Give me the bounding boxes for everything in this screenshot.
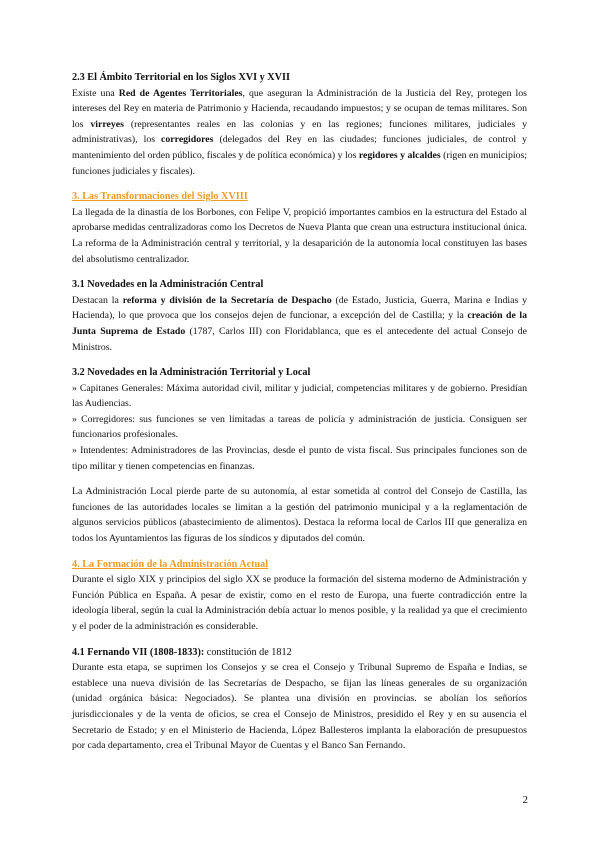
section-4-1: [72, 645, 527, 754]
text-run: (de Estado, Justicia, Guerra, Marina e Indias y Hacienda), lo que provoca que los consejos dejen de funcionar, a excepción del de Castilla; y la: [72, 294, 528, 322]
bold-run: virreyes: [90, 118, 124, 130]
paragraph-3: La llegada de la dinastía de los Borbones, con Felipe V, propició importantes cambios en la estructura del Estado al aprobarse medidas centralizadoras como los Decretos de Nueva Planta que crean una estructura institucional única. La reforma de la Administración central y territorial, y la desaparición de la autonomía local constituyen las bases del absolutismo centralizador.: [72, 206, 527, 265]
bold-run: regidores y alcaldes: [358, 149, 441, 161]
list-item-corregidores: » Corregidores: sus funciones se ven limitadas a tareas de policía y administración de justicia. Consiguen ser funcionarios profesionales.: [72, 413, 527, 441]
heading-4-1-rest: constitución de 1812: [204, 646, 292, 658]
heading-4-1-bold: 4.1 Fernando VII (1808-1833):: [72, 646, 205, 658]
paragraph-2-3: [72, 86, 527, 180]
text-run: (1787, Carlos III) con Floridablanca, que es el antecedente del actual Consejo de Ministros.: [72, 325, 527, 353]
paragraph-3-1: [72, 293, 527, 355]
text-run: Existe una: [72, 87, 119, 99]
heading-3-1: 3.1 Novedades en la Administración Central: [72, 279, 264, 291]
list-item-capitanes: » Capitanes Generales: Máxima autoridad civil, militar y judicial, competencias militares y de gobierno. Presidían las Audiencias.: [72, 382, 527, 410]
page-number: 2: [522, 794, 528, 806]
section-4: [72, 557, 527, 635]
section-3: [72, 189, 527, 267]
heading-3[interactable]: 3. Las Transformaciones del Siglo XVIII: [72, 191, 248, 203]
heading-3-2: 3.2 Novedades en la Administración Territorial y Local: [72, 367, 311, 379]
heading-4[interactable]: 4. La Formación de la Administración Actual: [72, 558, 269, 570]
section-3-1: [72, 277, 527, 355]
text-run: , que aseguran la Administración de la Justicia del Rey, protegen los intereses del Rey en materia de Patrimonio y Hacienda, recaudando impuestos; y se ocupan de temas militares. Son los: [72, 87, 527, 130]
paragraph-4-1: Durante esta etapa, se suprimen los Consejos y se crea el Consejo y Tribunal Supremo de España e Indias, se establece una nueva división de las Secretarías de Despacho, se fijan las líneas generales de su organización (unidad orgánica básica: Negociados). Se plantea una división en provincias. se abolían los señoríos jurisdiccionales y de la venta de oficios, se crea el Consejo de Ministros, presidido el Rey y en su ausencia el Secretario de Estado; y en el Ministerio de Hacienda, López Ballesteros implanta la elaboración de presupuestos por cada departamento, crea el Tribunal Mayor de Cuentas y el Banco San Fernando.: [72, 662, 527, 752]
section-3-2: [72, 365, 527, 547]
section-2-3: [72, 70, 527, 179]
list-item-intendentes: » Intendentes: Administradores de las Provincias, desde el punto de vista fiscal. Sus principales funciones son de tipo militar y tienen competencias en finanzas.: [72, 445, 527, 472]
text-run: (representantes reales en las colonias y en las regiones; funciones militares, judiciales y administrativas), los: [72, 118, 527, 146]
text-run: (delegados del Rey en las ciudades; funciones judiciales, de control y mantenimiento del orden público, fiscales y de política económica) y los: [72, 134, 527, 161]
bold-run: creación de la Junta Suprema de Estado: [72, 310, 528, 337]
text-run: (rigen en municipios; funciones judiciales y fiscales).: [72, 149, 527, 177]
bold-run: corregidores: [161, 134, 214, 146]
heading-2-3: 2.3 El Ámbito Territorial en los Siglos XVI y XVII: [72, 72, 290, 83]
paragraph-4: Durante el siglo XIX y principios del siglo XX se produce la formación del sistema moderno de Administración y Función Pública en España. A pesar de existir, como en el resto de Europa, una fuerte contradicción entre la ideología liberal, según la cual la Administración debía actuar lo menos posible, y la realidad ya que el crecimiento y el poder de la administración es considerable.: [72, 574, 527, 632]
text-run: Destacan la: [72, 294, 123, 306]
spacer: [72, 474, 527, 484]
bold-run: reforma y división de la Secretaría de Despacho: [122, 294, 332, 306]
document-page: [72, 70, 527, 764]
heading-4-1: [72, 645, 527, 661]
bold-run: Red de Agentes Territoriales: [118, 87, 243, 99]
paragraph-local-admin: La Administración Local pierde parte de su autonomía, al estar sometida al control del Consejo de Castilla, las funciones de las autoridades locales se limitan a la gestión del patrimonio municipal y a la reglamentación de algunos servicios públicos (abastecimiento de alimentos). Destaca la reforma local de Carlos III que generaliza en todos los Ayuntamientos las figuras de los síndicos y diputados del común.: [72, 486, 527, 545]
